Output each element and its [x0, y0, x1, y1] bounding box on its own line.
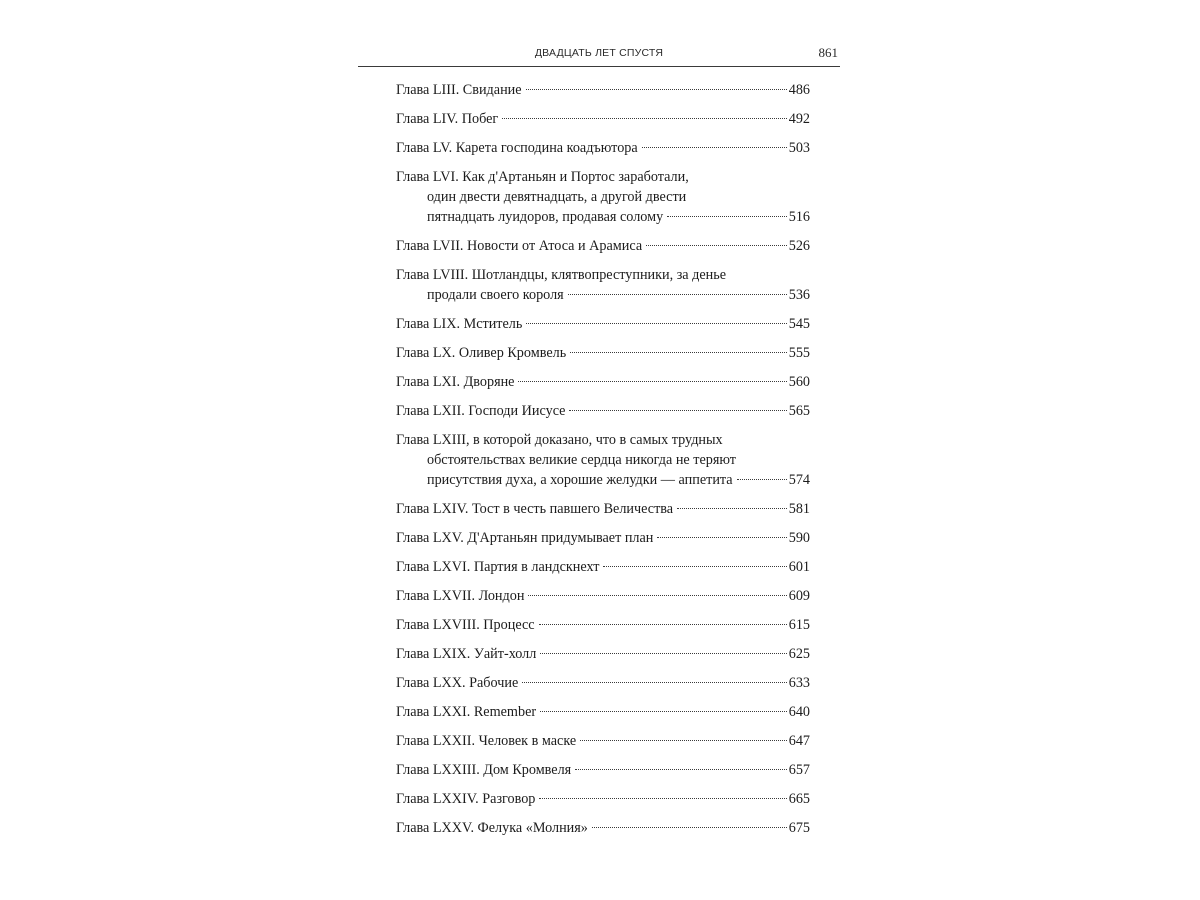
toc-entry-text: один двести девятнадцать, а другой двести — [427, 189, 687, 205]
page-number: 861 — [818, 45, 838, 60]
dot-leader — [518, 381, 786, 382]
toc-entry-text: Глава LXXV. Фелука «Молния» — [396, 820, 588, 836]
toc-entry-page-number: 574 — [788, 472, 810, 488]
toc-entry-continuation-line — [396, 207, 810, 227]
toc-entry-text: Глава LXV. Д'Артаньян придумывает план — [396, 530, 654, 546]
toc-entry — [396, 557, 810, 577]
toc-entry-text: Глава LXIV. Тост в честь павшего Величества — [396, 501, 674, 517]
toc-entry-title-line — [396, 586, 810, 606]
toc-entry-text: Глава LVII. Новости от Атоса и Арамиса — [396, 238, 643, 254]
toc-entry-page-number: 492 — [788, 111, 810, 127]
toc-entry — [396, 644, 810, 664]
toc-entry-text: Глава LXIII, в которой доказано, что в самых трудных — [396, 432, 723, 448]
dot-leader — [737, 479, 787, 480]
dot-leader — [526, 89, 787, 90]
dot-leader — [677, 508, 787, 509]
toc-entry-text: присутствия духа, а хорошие желудки — аппетита — [427, 472, 733, 488]
toc-entry-title-line — [396, 499, 810, 519]
dot-leader — [540, 653, 786, 654]
toc-entry-text: обстоятельствах великие сердца никогда не теряют — [427, 452, 736, 468]
toc-entry-page-number: 640 — [788, 704, 810, 720]
toc-entry-text: Глава LIV. Побег — [396, 111, 499, 127]
toc-entry-title-line — [396, 702, 810, 722]
toc-entry-page-number: 647 — [788, 733, 810, 749]
toc-entry-title-line — [396, 615, 810, 635]
toc-entry-page-number: 560 — [788, 374, 810, 390]
toc-entry-title-line — [396, 401, 810, 421]
toc-entry-title-line — [396, 314, 810, 334]
toc-entry — [396, 586, 810, 606]
toc-entry — [396, 138, 810, 158]
dot-leader — [528, 595, 786, 596]
toc-entry-title-line — [396, 673, 810, 693]
toc-entry — [396, 401, 810, 421]
toc-entry — [396, 430, 810, 490]
dot-leader — [539, 798, 786, 799]
toc-entry — [396, 615, 810, 635]
toc-entry-page-number: 581 — [788, 501, 810, 517]
toc-entry-text: Глава LIX. Мститель — [396, 316, 523, 332]
toc-entry-title-line — [396, 818, 810, 838]
toc-entry-page-number: 601 — [788, 559, 810, 575]
toc-entry-title-line — [396, 265, 810, 285]
toc-entry-text: Глава LV. Карета господина коадъютора — [396, 140, 638, 156]
toc-entry-continuation-line — [396, 285, 810, 305]
toc-entry-title-line — [396, 528, 810, 548]
toc-entry-title-line — [396, 80, 810, 100]
toc-entry — [396, 789, 810, 809]
toc-entry-text: Глава LXVIII. Процесс — [396, 617, 535, 633]
dot-leader — [657, 537, 786, 538]
toc-entry-page-number: 545 — [788, 316, 810, 332]
toc-entry-title-line — [396, 644, 810, 664]
toc-entry — [396, 265, 810, 305]
toc-entry — [396, 109, 810, 129]
toc-entry — [396, 236, 810, 256]
toc-entry-continuation-line — [396, 470, 810, 490]
toc-entry-title-line — [396, 343, 810, 363]
toc-entry-title-line — [396, 430, 810, 450]
toc-entry — [396, 314, 810, 334]
toc-entry-text: Глава LIII. Свидание — [396, 82, 522, 98]
toc-entry-title-line — [396, 760, 810, 780]
dot-leader — [539, 624, 787, 625]
toc-entry-page-number: 503 — [788, 140, 810, 156]
toc-entry-text: Глава LXX. Рабочие — [396, 675, 519, 691]
toc-entry-text: Глава LXXII. Человек в маске — [396, 733, 577, 749]
toc-entry-title-line — [396, 557, 810, 577]
toc-entry-page-number: 657 — [788, 762, 810, 778]
toc-entry-page-number: 565 — [788, 403, 810, 419]
dot-leader — [502, 118, 786, 119]
toc-entry-title-line — [396, 789, 810, 809]
toc-entry-page-number: 665 — [788, 791, 810, 807]
toc-entry-text: Глава LVIII. Шотландцы, клятвопреступники, за денье — [396, 267, 727, 283]
table-of-contents — [396, 80, 810, 838]
toc-entry-page-number: 526 — [788, 238, 810, 254]
toc-entry — [396, 372, 810, 392]
toc-entry-text: Глава LXXIII. Дом Кромвеля — [396, 762, 572, 778]
toc-entry-text: Глава LXVI. Партия в ландскнехт — [396, 559, 600, 575]
dot-leader — [569, 410, 786, 411]
toc-entry — [396, 167, 810, 227]
toc-entry — [396, 731, 810, 751]
toc-entry-title-line — [396, 731, 810, 751]
dot-leader — [580, 740, 787, 741]
toc-entry-page-number: 486 — [788, 82, 810, 98]
running-head — [358, 44, 840, 67]
dot-leader — [646, 245, 787, 246]
toc-entry-text: Глава LXXIV. Разговор — [396, 791, 536, 807]
toc-entry-text: продали своего короля — [427, 287, 564, 303]
toc-entry-text: Глава LXI. Дворяне — [396, 374, 515, 390]
toc-entry-continuation-line — [396, 450, 810, 470]
toc-entry-page-number: 675 — [788, 820, 810, 836]
toc-entry — [396, 760, 810, 780]
dot-leader — [540, 711, 787, 712]
toc-entry-page-number: 555 — [788, 345, 810, 361]
toc-entry-text: Глава LXXI. Remember — [396, 704, 537, 720]
running-title: ДВАДЦАТЬ ЛЕТ СПУСТЯ — [534, 47, 664, 59]
dot-leader — [522, 682, 786, 683]
toc-entry-text: Глава LXII. Господи Иисусе — [396, 403, 566, 419]
dot-leader — [526, 323, 786, 324]
toc-entry — [396, 702, 810, 722]
toc-entry-title-line — [396, 372, 810, 392]
toc-entry — [396, 673, 810, 693]
toc-entry — [396, 499, 810, 519]
toc-entry-text: Глава LX. Оливер Кромвель — [396, 345, 567, 361]
toc-entry-page-number: 590 — [788, 530, 810, 546]
toc-entry-text: Глава LVI. Как д'Артаньян и Портос заработали, — [396, 169, 689, 185]
toc-entry-continuation-line — [396, 187, 810, 207]
toc-entry-title-line — [396, 167, 810, 187]
toc-entry-title-line — [396, 109, 810, 129]
toc-entry — [396, 528, 810, 548]
toc-entry — [396, 80, 810, 100]
toc-entry-page-number: 633 — [788, 675, 810, 691]
toc-entry-text: Глава LXVII. Лондон — [396, 588, 525, 604]
toc-entry-text: Глава LXIX. Уайт-холл — [396, 646, 537, 662]
dot-leader — [603, 566, 786, 567]
toc-entry — [396, 818, 810, 838]
toc-entry-page-number: 609 — [788, 588, 810, 604]
toc-entry-title-line — [396, 138, 810, 158]
dot-leader — [642, 147, 787, 148]
toc-entry-page-number: 536 — [788, 287, 810, 303]
toc-entry-page-number: 615 — [788, 617, 810, 633]
dot-leader — [592, 827, 787, 828]
toc-entry-text: пятнадцать луидоров, продавая солому — [427, 209, 664, 225]
toc-entry-title-line — [396, 236, 810, 256]
dot-leader — [667, 216, 787, 217]
dot-leader — [575, 769, 787, 770]
toc-entry-page-number: 625 — [788, 646, 810, 662]
dot-leader — [570, 352, 787, 353]
toc-entry — [396, 343, 810, 363]
toc-entry-page-number: 516 — [788, 209, 810, 225]
dot-leader — [568, 294, 787, 295]
